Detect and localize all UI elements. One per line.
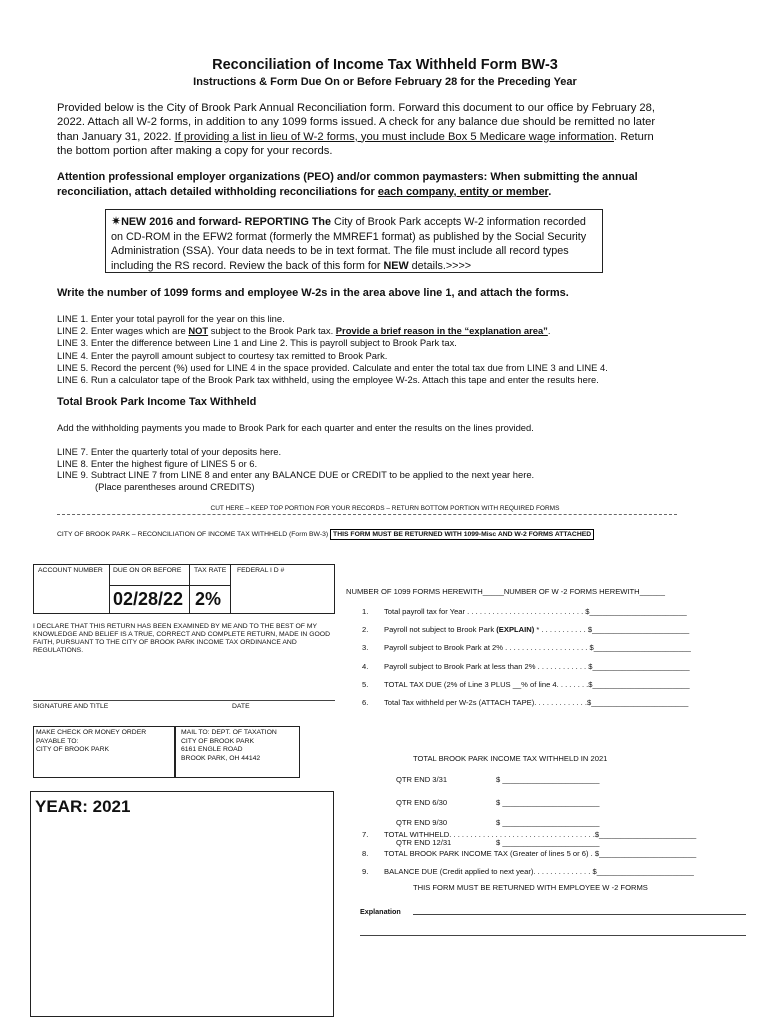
line6-instruction: LINE 6. Run a calculator tape of the Brook Park tax withheld, using the employee W-2s. Attach this tape and enter the results here.	[57, 374, 599, 386]
line2-end: .	[547, 325, 551, 337]
row7-number: 7.	[362, 830, 369, 839]
qtr3-value[interactable]: $ _______________________	[496, 818, 600, 827]
row2-label-b: * . . . . . . . . . . . $_______________________	[534, 625, 690, 634]
num-w2-label: NUMBER OF W -2 FORMS HEREWITH______	[503, 587, 666, 596]
intro-underlined: If providing a list in lieu of W-2 forms, you must include Box 5 Medicare wage information	[174, 130, 614, 143]
row8-line[interactable]: TOTAL BROOK PARK INCOME TAX (Greater of lines 5 or 6) . $_______________________	[384, 849, 697, 858]
attention-end: .	[548, 185, 552, 198]
due-label: DUE ON OR BEFORE	[113, 567, 182, 574]
tax-rate-label: TAX RATE	[194, 567, 227, 574]
recon-line	[57, 531, 594, 538]
row6-line[interactable]: Total Tax withheld per W-2s (ATTACH TAPE). . . . . . . . . . . . .$_______________________	[384, 698, 689, 707]
payable-box	[33, 726, 175, 778]
new-reporting-lead: NEW 2016 and forward- REPORTING The	[121, 216, 332, 228]
payable-line2: PAYABLE TO:	[36, 737, 79, 745]
line1-instruction: LINE 1. Enter your total payroll for the year on this line.	[57, 313, 285, 324]
new-reporting-tail: details.>>>>	[408, 259, 472, 272]
date-label: DATE	[232, 703, 250, 710]
mail-line1: MAIL TO: DEPT. OF TAXATION	[181, 729, 277, 736]
forms-count-line[interactable]	[346, 587, 665, 596]
row8-number: 8.	[362, 849, 369, 858]
total-withheld-heading: TOTAL BROOK PARK INCOME TAX WITHHELD IN 2021	[413, 754, 608, 763]
row6-number: 6.	[362, 698, 369, 707]
intro-text-end: . Return the bottom portion after making a copy for your records.	[57, 130, 654, 157]
qtr2-label: QTR END 6/30	[396, 798, 448, 807]
line3-instruction: LINE 3. Enter the difference between Line 1 and Line 2. This is payroll subject to Brook Park tax.	[57, 337, 457, 349]
row9-number: 9.	[362, 867, 369, 876]
line2-instruction	[57, 325, 608, 337]
due-date-value: 02/28/22	[113, 589, 184, 609]
row7-line[interactable]: TOTAL WITHHELD. . . . . . . . . . . . . . . . . . . . . . . . . . . . . . . . . . .$_______________________	[384, 830, 697, 839]
withheld-add-text: Add the withholding payments you made to Brook Park for each quarter and enter the results on the lines provided.	[57, 422, 534, 433]
row5-line[interactable]: TOTAL TAX DUE (2% of Line 3 PLUS __% of line 4. . . . . . . .$_______________________	[384, 680, 690, 689]
row2-number: 2.	[362, 625, 369, 634]
line9-instruction: LINE 9. Subtract LINE 7 from LINE 8 and enter any BALANCE DUE or CREDIT to be applied to the next year here.	[57, 469, 535, 480]
line8-instruction: LINE 8. Enter the highest figure of LINES 5 or 6.	[57, 457, 258, 469]
qtr4-value[interactable]: $ _______________________	[496, 838, 600, 847]
line4-instruction: LINE 4. Enter the payroll amount subject to courtesy tax remitted to Brook Park.	[57, 349, 388, 361]
line2-text-b: subject to the Brook Park tax.	[208, 325, 336, 337]
signature-label: SIGNATURE AND TITLE	[33, 703, 109, 710]
line-instructions	[57, 313, 608, 386]
intro-text: Provided below is the City of Brook Park Annual Reconciliation form. Forward this document to our office by February 28, 2022. Attach all W-2 forms, in addition to any 1099 forms issued. A check for any balance due should be remitted no later than January 31, 2022.	[57, 102, 656, 143]
row4-line[interactable]: Payroll subject to Brook Park at less than 2% . . . . . . . . . . . . $_______________________	[384, 662, 690, 671]
explanation-line-2[interactable]	[360, 935, 746, 936]
declaration: I DECLARE THAT THIS RETURN HAS BEEN EXAMINED BY ME AND TO THE BEST OF MY KNOWLEDGE AND BELIEF IS A TRUE, CORRECT AND COMPLETE RETURN, MADE IN GOOD FAITH, PURSUANT TO THE CITY OF BROOK PARK INCOME TAX ORDINANCE AND REGULATIONS.	[33, 623, 330, 654]
federal-id-label: FEDERAL I D #	[237, 567, 285, 574]
row2-explain: (EXPLAIN)	[496, 625, 535, 634]
recon-text: CITY OF BROOK PARK – RECONCILIATION OF INCOME TAX WITHHELD (Form BW-3)	[57, 531, 331, 538]
explanation-label: Explanation	[360, 907, 401, 916]
account-number-label: ACCOUNT NUMBER	[38, 567, 103, 574]
qtr4-label: QTR END 12/31	[396, 838, 452, 847]
row1-line[interactable]: Total payroll tax for Year . . . . . . . . . . . . . . . . . . . . . . . . . . . . $_______________________	[384, 607, 687, 616]
write-instruction: Write the number of 1099 forms and employee W-2s in the area above line 1, and attach the forms.	[57, 287, 569, 299]
payable-line1: MAKE CHECK OR MONEY ORDER	[36, 729, 147, 736]
new-reporting-box	[105, 209, 603, 273]
tax-rate-value: 2%	[195, 589, 222, 609]
signature-line[interactable]	[33, 700, 335, 701]
row9-line[interactable]: BALANCE DUE (Credit applied to next year). . . . . . . . . . . . . . $_______________________	[384, 867, 694, 876]
cut-here-text: CUT HERE – KEEP TOP PORTION FOR YOUR RECORDS – RETURN BOTTOM PORTION WITH REQUIRED FORMS	[210, 505, 560, 512]
form-title: Reconciliation of Income Tax Withheld Form BW-3	[212, 57, 558, 73]
line2-explanation: Provide a brief reason in the “explanation area”	[335, 325, 548, 337]
year-label: YEAR: 2021	[35, 797, 131, 816]
attention-paragraph	[57, 170, 667, 199]
mail-line4: BROOK PARK, OH 44142	[181, 754, 261, 762]
mail-line3: 6161 ENGLE ROAD	[181, 746, 243, 753]
payable-line3: CITY OF BROOK PARK	[36, 746, 110, 753]
account-grid	[33, 564, 335, 614]
line-instructions-2	[57, 446, 534, 492]
num-1099-label: NUMBER OF 1099 FORMS HEREWITH_____	[346, 587, 504, 596]
qtr2-value[interactable]: $ _______________________	[496, 798, 600, 807]
attention-text: Attention professional employer organizations (PEO) and/or common paymasters: When submitting the annual reconciliation, attach detailed withholding reconciliations for	[57, 171, 638, 198]
form-subtitle: Instructions & Form Due On or Before February 28 for the Preceding Year	[193, 76, 577, 88]
qtr1-label: QTR END 3/31	[396, 775, 448, 784]
attention-underlined: each company, entity or member	[377, 185, 549, 198]
recon-boxed-note: THIS FORM MUST BE RETURNED WITH 1099-Misc AND W-2 FORMS ATTACHED	[330, 529, 594, 540]
qtr1-value[interactable]: $ _______________________	[496, 775, 600, 784]
row4-number: 4.	[362, 662, 369, 671]
mail-to-box	[175, 726, 300, 778]
row1-number: 1.	[362, 607, 369, 616]
cut-line	[57, 514, 677, 515]
star-icon: ✷	[111, 214, 122, 228]
line7-instruction: LINE 7. Enter the quarterly total of your deposits here.	[57, 446, 282, 457]
line2-not: NOT	[188, 325, 209, 337]
year-box	[30, 791, 334, 1017]
line9-note: (Place parentheses around CREDITS)	[95, 480, 255, 492]
line2-text: LINE 2. Enter wages which are	[57, 325, 189, 337]
withheld-heading: Total Brook Park Income Tax Withheld	[57, 396, 257, 408]
intro-paragraph	[57, 101, 657, 158]
line5-instruction: LINE 5. Record the percent (%) used for LINE 4 in the space provided. Calculate and enter the total tax due from LINE 3 and LINE 4.	[57, 361, 608, 373]
explanation-line-1[interactable]	[413, 914, 746, 915]
qtr3-label: QTR END 9/30	[396, 818, 448, 827]
new-word: NEW	[383, 259, 409, 272]
row3-number: 3.	[362, 643, 369, 652]
row3-line[interactable]: Payroll subject to Brook Park at 2% . . . . . . . . . . . . . . . . . . . . $_______________________	[384, 643, 691, 652]
new-reporting-text: City of Brook Park accepts W-2 information recorded on CD-ROM in the EFW2 format (formerly the MMREF1 format) as published by the Social Security Administration (SSA). Your data needs to be in text format. The file must include all record types including the RS record. Review the back of this form for	[111, 216, 587, 272]
must-return-note: THIS FORM MUST BE RETURNED WITH EMPLOYEE W -2 FORMS	[413, 883, 648, 892]
mail-line2: CITY OF BROOK PARK	[181, 737, 255, 745]
row5-number: 5.	[362, 680, 369, 689]
row2-line[interactable]	[384, 625, 689, 634]
row2-label: Payroll not subject to Brook Park	[384, 625, 497, 634]
